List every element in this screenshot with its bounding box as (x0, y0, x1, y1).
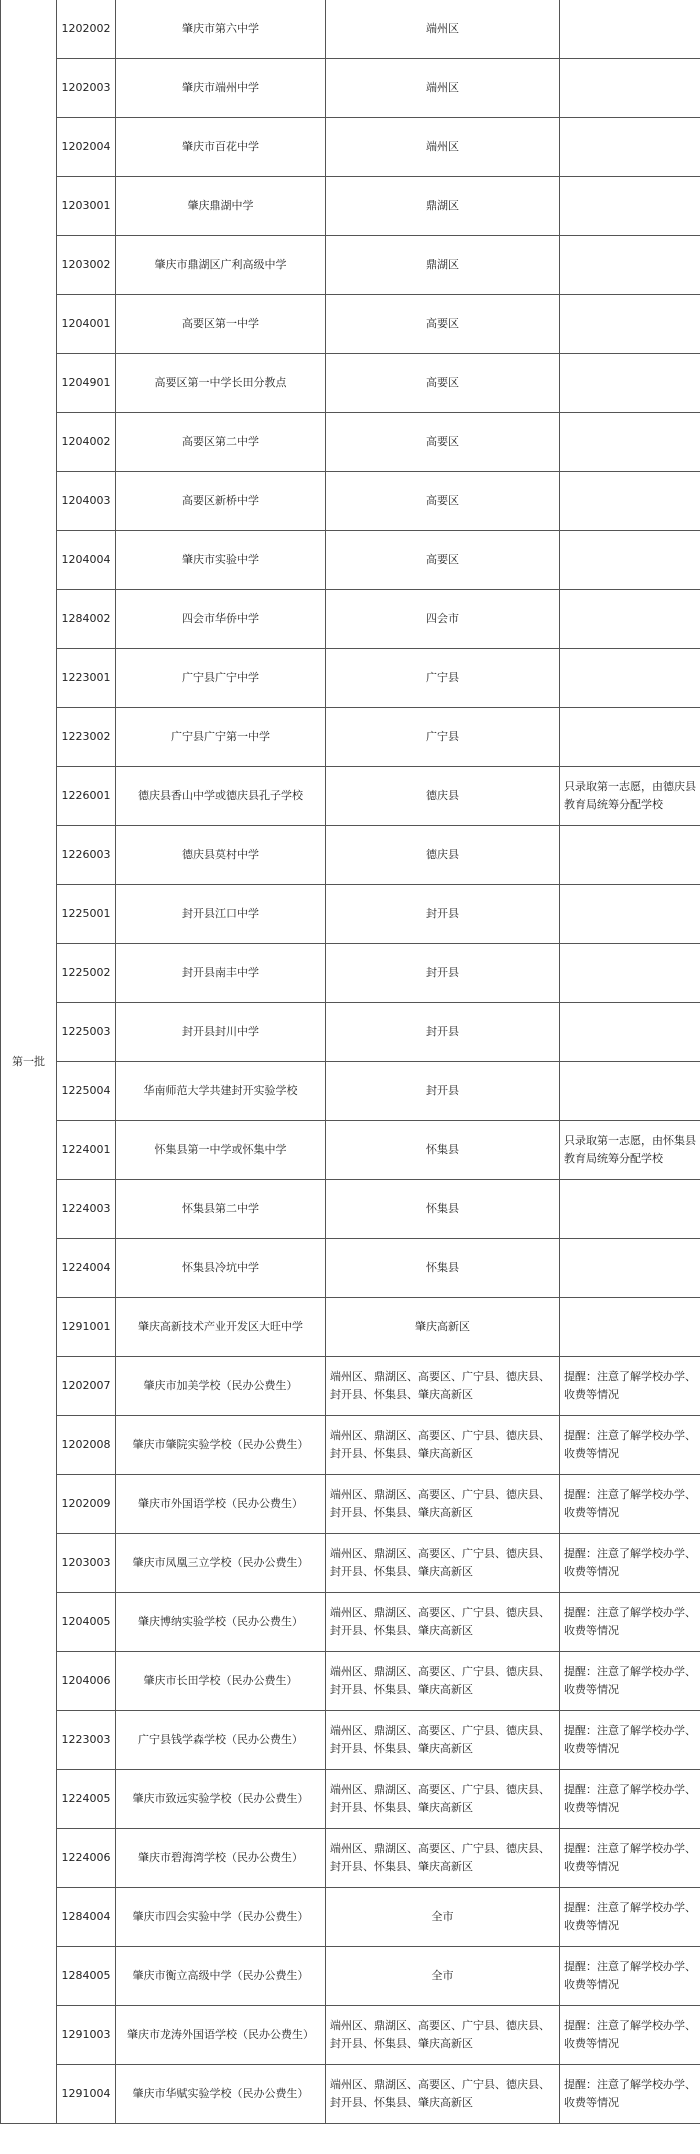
note-cell: 提醒：注意了解学校办学、收费等情况 (560, 1770, 700, 1829)
code-cell: 1291004 (57, 2065, 116, 2124)
school-name-cell: 肇庆市鼎湖区广利高级中学 (116, 236, 326, 295)
code-cell: 1204901 (57, 354, 116, 413)
table-row (1, 1298, 700, 1357)
area-cell: 全市 (326, 1888, 560, 1947)
note-cell: 只录取第一志愿，由怀集县教育局统筹分配学校 (560, 1121, 700, 1180)
code-cell: 1204003 (57, 472, 116, 531)
school-name-cell: 肇庆市加美学校（民办公费生） (116, 1357, 326, 1416)
school-name-cell: 封开县江口中学 (116, 885, 326, 944)
note-cell: 提醒：注意了解学校办学、收费等情况 (560, 1416, 700, 1475)
area-cell: 全市 (326, 1947, 560, 2006)
code-cell: 1224006 (57, 1829, 116, 1888)
table-row (1, 944, 700, 1003)
table-row (1, 1121, 700, 1180)
note-cell (560, 1003, 700, 1062)
table-row (1, 413, 700, 472)
school-name-cell: 肇庆市肇院实验学校（民办公费生） (116, 1416, 326, 1475)
table-row (1, 1239, 700, 1298)
table-row (1, 236, 700, 295)
area-cell: 封开县 (326, 885, 560, 944)
table-row (1, 1829, 700, 1888)
table-row (1, 590, 700, 649)
school-name-cell: 肇庆市长田学校（民办公费生） (116, 1652, 326, 1711)
code-cell: 1204005 (57, 1593, 116, 1652)
school-name-cell: 高要区第二中学 (116, 413, 326, 472)
school-name-cell: 怀集县第一中学或怀集中学 (116, 1121, 326, 1180)
area-cell: 端州区 (326, 0, 560, 59)
code-cell: 1202003 (57, 59, 116, 118)
note-cell (560, 1180, 700, 1239)
note-cell (560, 826, 700, 885)
note-cell (560, 885, 700, 944)
table-row (1, 826, 700, 885)
note-cell (560, 0, 700, 59)
table-row (1, 767, 700, 826)
area-cell: 高要区 (326, 413, 560, 472)
note-cell (560, 1298, 700, 1357)
area-cell: 广宁县 (326, 708, 560, 767)
note-cell (560, 944, 700, 1003)
school-name-cell: 肇庆市衡立高级中学（民办公费生） (116, 1947, 326, 2006)
note-cell (560, 177, 700, 236)
note-cell (560, 708, 700, 767)
area-cell: 端州区、鼎湖区、高要区、广宁县、德庆县、封开县、怀集县、肇庆高新区 (326, 1475, 560, 1534)
school-name-cell: 怀集县第二中学 (116, 1180, 326, 1239)
code-cell: 1202008 (57, 1416, 116, 1475)
area-cell: 端州区、鼎湖区、高要区、广宁县、德庆县、封开县、怀集县、肇庆高新区 (326, 1652, 560, 1711)
area-cell: 端州区、鼎湖区、高要区、广宁县、德庆县、封开县、怀集县、肇庆高新区 (326, 1770, 560, 1829)
area-cell: 封开县 (326, 944, 560, 1003)
area-cell: 怀集县 (326, 1239, 560, 1298)
code-cell: 1225004 (57, 1062, 116, 1121)
school-name-cell: 肇庆市凤凰三立学校（民办公费生） (116, 1534, 326, 1593)
note-cell (560, 1062, 700, 1121)
area-cell: 封开县 (326, 1003, 560, 1062)
school-name-cell: 肇庆博纳实验学校（民办公费生） (116, 1593, 326, 1652)
table-row (1, 2065, 700, 2124)
school-name-cell: 肇庆市碧海湾学校（民办公费生） (116, 1829, 326, 1888)
school-name-cell: 封开县南丰中学 (116, 944, 326, 1003)
code-cell: 1202009 (57, 1475, 116, 1534)
code-cell: 1224001 (57, 1121, 116, 1180)
area-cell: 高要区 (326, 531, 560, 590)
note-cell: 提醒：注意了解学校办学、收费等情况 (560, 1888, 700, 1947)
note-cell (560, 649, 700, 708)
table-row (1, 1947, 700, 2006)
school-name-cell: 肇庆市端州中学 (116, 59, 326, 118)
table-row (1, 1652, 700, 1711)
school-name-cell: 德庆县莫村中学 (116, 826, 326, 885)
area-cell: 肇庆高新区 (326, 1298, 560, 1357)
school-name-cell: 肇庆高新技术产业开发区大旺中学 (116, 1298, 326, 1357)
code-cell: 1226003 (57, 826, 116, 885)
area-cell: 端州区 (326, 59, 560, 118)
school-name-cell: 肇庆市实验中学 (116, 531, 326, 590)
area-cell: 端州区、鼎湖区、高要区、广宁县、德庆县、封开县、怀集县、肇庆高新区 (326, 2006, 560, 2065)
area-cell: 高要区 (326, 472, 560, 531)
note-cell (560, 59, 700, 118)
area-cell: 端州区、鼎湖区、高要区、广宁县、德庆县、封开县、怀集县、肇庆高新区 (326, 1593, 560, 1652)
school-name-cell: 封开县封川中学 (116, 1003, 326, 1062)
note-cell (560, 472, 700, 531)
table-row (1, 118, 700, 177)
note-cell (560, 590, 700, 649)
table-row (1, 1062, 700, 1121)
area-cell: 端州区、鼎湖区、高要区、广宁县、德庆县、封开县、怀集县、肇庆高新区 (326, 2065, 560, 2124)
area-cell: 端州区、鼎湖区、高要区、广宁县、德庆县、封开县、怀集县、肇庆高新区 (326, 1416, 560, 1475)
table-row (1, 2006, 700, 2065)
area-cell: 高要区 (326, 295, 560, 354)
note-cell: 提醒：注意了解学校办学、收费等情况 (560, 2065, 700, 2124)
note-cell (560, 413, 700, 472)
note-cell: 提醒：注意了解学校办学、收费等情况 (560, 1593, 700, 1652)
school-name-cell: 肇庆市华赋实验学校（民办公费生） (116, 2065, 326, 2124)
school-name-cell: 四会市华侨中学 (116, 590, 326, 649)
table-row (1, 472, 700, 531)
table-row (1, 177, 700, 236)
code-cell: 1284004 (57, 1888, 116, 1947)
area-cell: 怀集县 (326, 1121, 560, 1180)
batch-label: 第一批 (1, 0, 57, 2124)
note-cell: 提醒：注意了解学校办学、收费等情况 (560, 1357, 700, 1416)
code-cell: 1204002 (57, 413, 116, 472)
table-row (1, 59, 700, 118)
note-cell (560, 118, 700, 177)
table-row (1, 1711, 700, 1770)
code-cell: 1203002 (57, 236, 116, 295)
table-row (1, 1593, 700, 1652)
note-cell (560, 1239, 700, 1298)
school-name-cell: 肇庆鼎湖中学 (116, 177, 326, 236)
code-cell: 1223001 (57, 649, 116, 708)
note-cell: 提醒：注意了解学校办学、收费等情况 (560, 1652, 700, 1711)
area-cell: 端州区、鼎湖区、高要区、广宁县、德庆县、封开县、怀集县、肇庆高新区 (326, 1711, 560, 1770)
area-cell: 端州区、鼎湖区、高要区、广宁县、德庆县、封开县、怀集县、肇庆高新区 (326, 1829, 560, 1888)
note-cell (560, 295, 700, 354)
table-row (1, 354, 700, 413)
area-cell: 四会市 (326, 590, 560, 649)
table-row (1, 531, 700, 590)
code-cell: 1203003 (57, 1534, 116, 1593)
area-cell: 高要区 (326, 354, 560, 413)
code-cell: 1224005 (57, 1770, 116, 1829)
note-cell: 提醒：注意了解学校办学、收费等情况 (560, 2006, 700, 2065)
area-cell: 端州区、鼎湖区、高要区、广宁县、德庆县、封开县、怀集县、肇庆高新区 (326, 1534, 560, 1593)
table-row (1, 1003, 700, 1062)
note-cell (560, 354, 700, 413)
school-name-cell: 高要区第一中学 (116, 295, 326, 354)
school-name-cell: 华南师范大学共建封开实验学校 (116, 1062, 326, 1121)
table-row (1, 1357, 700, 1416)
school-name-cell: 肇庆市四会实验中学（民办公费生） (116, 1888, 326, 1947)
school-name-cell: 肇庆市外国语学校（民办公费生） (116, 1475, 326, 1534)
area-cell: 鼎湖区 (326, 236, 560, 295)
school-name-cell: 怀集县冷坑中学 (116, 1239, 326, 1298)
note-cell: 提醒：注意了解学校办学、收费等情况 (560, 1475, 700, 1534)
school-table-body (1, 0, 700, 2124)
note-cell: 只录取第一志愿，由德庆县教育局统筹分配学校 (560, 767, 700, 826)
school-name-cell: 肇庆市致远实验学校（民办公费生） (116, 1770, 326, 1829)
area-cell: 怀集县 (326, 1180, 560, 1239)
code-cell: 1224004 (57, 1239, 116, 1298)
code-cell: 1225001 (57, 885, 116, 944)
table-row (1, 1534, 700, 1593)
area-cell: 广宁县 (326, 649, 560, 708)
code-cell: 1291001 (57, 1298, 116, 1357)
table-row (1, 295, 700, 354)
table-row (1, 1888, 700, 1947)
table-row (1, 1416, 700, 1475)
code-cell: 1291003 (57, 2006, 116, 2065)
note-cell: 提醒：注意了解学校办学、收费等情况 (560, 1947, 700, 2006)
table-row (1, 1770, 700, 1829)
code-cell: 1204004 (57, 531, 116, 590)
code-cell: 1203001 (57, 177, 116, 236)
area-cell: 封开县 (326, 1062, 560, 1121)
code-cell: 1284002 (57, 590, 116, 649)
school-name-cell: 肇庆市龙涛外国语学校（民办公费生） (116, 2006, 326, 2065)
code-cell: 1223003 (57, 1711, 116, 1770)
code-cell: 1202002 (57, 0, 116, 59)
table-row (1, 649, 700, 708)
code-cell: 1223002 (57, 708, 116, 767)
code-cell: 1224003 (57, 1180, 116, 1239)
table-row (1, 1180, 700, 1239)
area-cell: 鼎湖区 (326, 177, 560, 236)
school-name-cell: 广宁县钱学森学校（民办公费生） (116, 1711, 326, 1770)
school-name-cell: 广宁县广宁中学 (116, 649, 326, 708)
note-cell: 提醒：注意了解学校办学、收费等情况 (560, 1534, 700, 1593)
code-cell: 1284005 (57, 1947, 116, 2006)
school-name-cell: 广宁县广宁第一中学 (116, 708, 326, 767)
note-cell (560, 531, 700, 590)
code-cell: 1202004 (57, 118, 116, 177)
code-cell: 1202007 (57, 1357, 116, 1416)
area-cell: 端州区 (326, 118, 560, 177)
code-cell: 1225003 (57, 1003, 116, 1062)
note-cell (560, 236, 700, 295)
note-cell: 提醒：注意了解学校办学、收费等情况 (560, 1829, 700, 1888)
area-cell: 端州区、鼎湖区、高要区、广宁县、德庆县、封开县、怀集县、肇庆高新区 (326, 1357, 560, 1416)
table-row (1, 0, 700, 59)
area-cell: 德庆县 (326, 826, 560, 885)
table-row (1, 1475, 700, 1534)
school-name-cell: 高要区第一中学长田分教点 (116, 354, 326, 413)
school-name-cell: 肇庆市百花中学 (116, 118, 326, 177)
code-cell: 1204001 (57, 295, 116, 354)
code-cell: 1225002 (57, 944, 116, 1003)
table-row (1, 885, 700, 944)
code-cell: 1204006 (57, 1652, 116, 1711)
area-cell: 德庆县 (326, 767, 560, 826)
table-row (1, 708, 700, 767)
school-name-cell: 德庆县香山中学或德庆县孔子学校 (116, 767, 326, 826)
note-cell: 提醒：注意了解学校办学、收费等情况 (560, 1711, 700, 1770)
school-name-cell: 高要区新桥中学 (116, 472, 326, 531)
code-cell: 1226001 (57, 767, 116, 826)
school-name-cell: 肇庆市第六中学 (116, 0, 326, 59)
